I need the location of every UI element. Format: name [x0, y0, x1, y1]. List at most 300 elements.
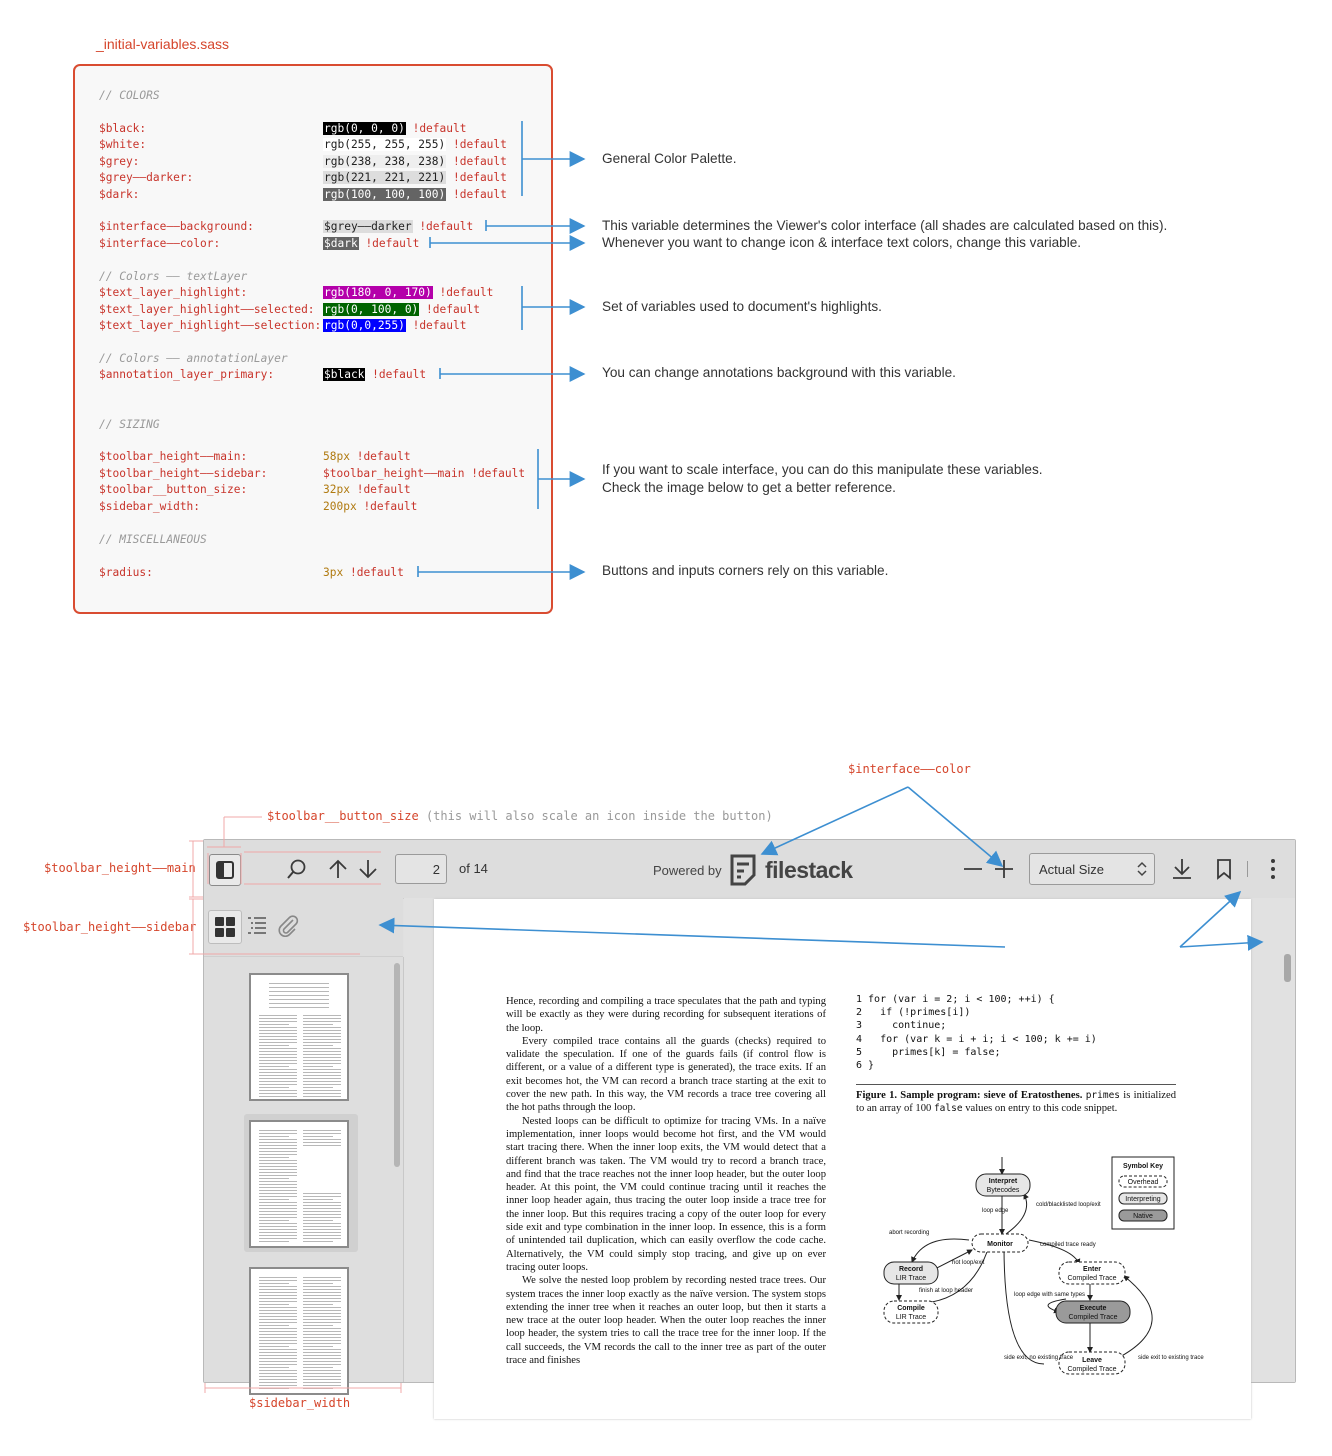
zoom-in-button[interactable]: [988, 853, 1020, 885]
thumbnail-text-line: [259, 1136, 289, 1137]
arrow-down-icon: [357, 858, 379, 880]
thumbnail-text-line: [259, 1382, 297, 1383]
svg-text:abort recording: abort recording: [889, 1230, 930, 1236]
thumbnail-text-line: [259, 1217, 297, 1218]
thumbnail-text-line: [259, 1181, 297, 1182]
thumbnail-text-line: [259, 1346, 289, 1347]
prev-page-button[interactable]: [322, 853, 354, 885]
tab-outline[interactable]: [241, 910, 273, 942]
var-toolbar-height-main: $toolbar_height––main: 58px !default: [99, 450, 411, 463]
thumbnail-text-line: [259, 1130, 297, 1131]
thumbnail-text-line: [303, 1376, 341, 1377]
sidebar-toolbar: [204, 898, 403, 957]
code-listing: 1 for (var i = 2; i < 100; ++i) { 2 if (!primes[i]) 3 continue; 4 for (var k = i + i; i < 100; k += i) 5 primes[k] = false; 6 }: [856, 994, 1097, 1072]
thumbnail-page-3[interactable]: [244, 1261, 358, 1399]
thumbnail-text-line: [259, 1331, 297, 1332]
thumbnail-text-line: [259, 1042, 297, 1043]
thumbnail-text-line: [303, 1196, 341, 1197]
thumbnail-text-line: [303, 1292, 341, 1293]
thumbnail-text-line: [303, 1352, 341, 1353]
thumbnail-text-line: [259, 1376, 297, 1377]
svg-text:Execute: Execute: [1079, 1305, 1107, 1312]
thumbnail-text-line: [303, 1199, 333, 1200]
var-black: $black: rgb(0, 0, 0) !default: [99, 122, 467, 135]
thumbnail-text-line: [303, 1130, 341, 1131]
thumbnail-text-line: [303, 1024, 333, 1025]
document-scrollbar[interactable]: [1284, 954, 1291, 982]
thumbnail-text-line: [303, 1057, 341, 1058]
svg-text:loop edge with same types: loop edge with same types: [1014, 1292, 1086, 1298]
var-text-highlight-selection: $text_layer_highlight––selection: rgb(0,0,255) !default: [99, 319, 467, 332]
thumbnail-text-line: [303, 1349, 341, 1350]
figure-state-diagram: [854, 1154, 1204, 1384]
thumbnail-text-line: [259, 1157, 289, 1158]
thumbnail-text-line: [303, 1220, 333, 1221]
search-icon: [286, 858, 308, 880]
thumbnail-text-line: [303, 1346, 333, 1347]
thumbnail-text-line: [303, 1295, 341, 1296]
thumbnail-text-line: [303, 1382, 341, 1383]
thumbnail-text-line: [259, 1343, 297, 1344]
thumbnail-text-line: [259, 1319, 297, 1320]
thumbnail-text-line: [259, 1349, 297, 1350]
thumbnail-text-line: [259, 1223, 297, 1224]
note-interface-color: Whenever you want to change icon & interface text colors, change this variable.: [602, 235, 1082, 250]
thumbnail-text-line: [303, 1319, 341, 1320]
thumbnail-text-line: [259, 1078, 297, 1079]
minus-icon: [962, 858, 984, 880]
comment-colors: // COLORS: [99, 89, 160, 102]
thumbnail-text-line: [259, 1232, 297, 1233]
thumbnail-text-line: [303, 1277, 341, 1278]
thumbnail-text-line: [259, 1202, 297, 1203]
paragraph: Nested loops can be difficult to optimize for tracing VMs. In a naïve implementation, inner loops would become hot first, and the VM would start tracing there. When the inner loop exits, the VM would detect that a different branch was taken. The VM would try to record a branch trace, and find that the trace reaches not the inner loop header, but the outer loop header. At this point, the VM could continue tracing until it reaches the inner loop header again, thus tracing the outer loop inside a trace tree for the inner loop. But this requires tracing a copy of the outer loop for every side exit and type combination in the inner loop. In essence, this is a form of unintended tail duplication, which can easily overflow the code cache. Alternatively, the VM could simply stop tracing, and give up on ever tracing outer loops.: [506, 1115, 826, 1273]
thumbnail-text-line: [303, 1066, 333, 1067]
thumbnail-text-line: [303, 1379, 341, 1380]
zoom-out-button[interactable]: [957, 853, 989, 885]
thumbnail-text-line: [303, 1042, 341, 1043]
thumbnail-text-line: [303, 1027, 341, 1028]
thumbnail-text-line: [303, 1229, 341, 1230]
var-interface-background: $interface––background: $grey––darker !default: [99, 220, 474, 233]
thumbnail-text-line: [259, 1015, 297, 1016]
thumbnail-text-line: [303, 1048, 341, 1049]
thumbnail-text-line: [303, 1021, 341, 1022]
thumbnail-text-line: [259, 1226, 297, 1227]
zoom-select[interactable]: [1029, 853, 1155, 885]
bookmark-icon: [1213, 858, 1235, 880]
more-vertical-icon: [1269, 858, 1277, 880]
thumbnail-text-line: [303, 1018, 341, 1019]
thumbnail-text-line: [303, 1030, 341, 1031]
thumbnail-text-line: [303, 1045, 333, 1046]
thumbnail-image: [249, 973, 349, 1101]
thumbnail-text-line: [259, 1096, 297, 1097]
thumbnail-text-line: [303, 1289, 341, 1290]
thumbnail-text-line: [303, 1133, 341, 1134]
powered-by-label: Powered by: [653, 863, 722, 878]
thumbnail-text-line: [259, 1081, 297, 1082]
more-button[interactable]: [1257, 853, 1289, 885]
thumbnail-text-line: [259, 1160, 297, 1161]
var-toolbar-button-size: $toolbar__button_size: 32px !default: [99, 483, 411, 496]
thumbnail-text-line: [303, 1217, 341, 1218]
thumbnail-text-line: [259, 1310, 297, 1311]
thumbnail-text-line: [259, 1193, 297, 1194]
thumbnail-text-line: [259, 1045, 289, 1046]
thumbnail-text-line: [259, 1039, 297, 1040]
thumbnail-text-line: [303, 1136, 333, 1137]
file-title: _initial-variables.sass: [96, 36, 230, 52]
thumbnail-text-line: [259, 1229, 297, 1230]
thumbnail-text-line: [259, 1063, 297, 1064]
thumbnail-text-line: [259, 1033, 297, 1034]
thumbnail-text-line: [259, 1214, 297, 1215]
svg-text:Record: Record: [898, 1266, 924, 1273]
thumbnail-text-line: [303, 1388, 333, 1389]
svg-text:cold/blacklisted loop/exit: cold/blacklisted loop/exit: [1036, 1202, 1101, 1208]
thumbnail-text-line: [303, 1223, 341, 1224]
thumbnail-text-line: [303, 1090, 341, 1091]
thumbnail-text-line: [303, 1208, 341, 1209]
svg-text:loop edge: loop edge: [982, 1208, 1009, 1214]
thumbnail-text-line: [259, 1175, 297, 1176]
zoom-value: Actual Size: [1039, 862, 1105, 877]
thumbnail-title-line: [269, 999, 329, 1000]
thumbnail-text-line: [259, 1021, 297, 1022]
thumbnail-text-line: [303, 1313, 341, 1314]
thumbnail-text-line: [259, 1367, 289, 1368]
svg-text:side exit, no existing trace: side exit, no existing trace: [1004, 1355, 1074, 1361]
thumbnail-image: [249, 1120, 349, 1248]
thumbnail-text-line: [259, 1304, 289, 1305]
thumbnail-text-line: [259, 1196, 297, 1197]
thumbnail-text-line: [303, 1307, 341, 1308]
sidebar-toggle-button[interactable]: [209, 854, 241, 886]
thumbnail-text-line: [303, 1334, 341, 1335]
select-chevron-icon: [1137, 861, 1147, 877]
var-annotation-primary: $annotation_layer_primary: $black !default: [99, 368, 427, 381]
thumbnail-text-line: [259, 1142, 297, 1143]
label-sidebar-width: $sidebar_width: [249, 1396, 351, 1410]
page-text-column: [506, 995, 826, 1367]
var-white: $white: rgb(255, 255, 255) !default: [99, 138, 507, 151]
comment-annotation: // Colors –– annotationLayer: [99, 352, 288, 365]
thumbnail-text-line: [259, 1145, 297, 1146]
thumbnail-text-line: [303, 1193, 341, 1194]
sidebar-toggle-icon: [215, 860, 235, 880]
thumbnail-text-line: [259, 1385, 297, 1386]
thumbnail-text-line: [259, 1163, 297, 1164]
plus-icon: [993, 858, 1015, 880]
next-page-button[interactable]: [352, 853, 384, 885]
thumbnail-text-line: [303, 1310, 341, 1311]
thumbnail-text-line: [259, 1238, 297, 1239]
comment-misc: // MISCELLANEOUS: [99, 533, 207, 546]
thumbnail-text-line: [303, 1328, 341, 1329]
thumbnail-text-line: [259, 1286, 297, 1287]
thumbnail-text-line: [303, 1033, 341, 1034]
thumbnail-text-line: [303, 1373, 341, 1374]
svg-text:Compiled Trace: Compiled Trace: [1067, 1275, 1117, 1282]
thumbnail-text-line: [259, 1075, 297, 1076]
thumbnail-text-line: [259, 1235, 297, 1236]
thumbnail-text-line: [259, 1139, 297, 1140]
thumbnail-text-line: [303, 1343, 341, 1344]
thumbnail-text-line: [259, 1066, 289, 1067]
thumbnail-text-line: [303, 1036, 341, 1037]
paragraph: Hence, recording and compiling a trace speculates that the path and typing will be exactly as they were during recording for subsequent iterations of the loop.: [506, 996, 826, 1034]
thumbnail-text-line: [259, 1018, 297, 1019]
thumbnail-title-line: [269, 987, 329, 988]
thumbnail-text-line: [303, 1145, 341, 1146]
svg-text:Bytecodes: Bytecodes: [986, 1187, 1020, 1194]
label-toolbar-height-main: $toolbar_height––main: [44, 861, 196, 875]
thumbnail-text-line: [303, 1142, 341, 1143]
thumbnail-text-line: [303, 1075, 341, 1076]
thumbnail-title-line: [269, 983, 329, 984]
label-toolbar-button-size: $toolbar__button_size (this will also scale an icon inside the button): [267, 809, 773, 823]
label-toolbar-height-sidebar: $toolbar_height––sidebar: [23, 920, 197, 934]
thumbnail-text-line: [259, 1379, 297, 1380]
paragraph: Every compiled trace contains all the guards (checks) required to validate the speculation. If one of the guards fails (if control flow is different, or a value of a different type is generated), the trace exits. If an exit becomes hot, the VM can record a branch trace starting at the exit to cover the new path. In this way, the VM records a trace tree covering all the hot paths through the loop.: [506, 1035, 826, 1114]
svg-text:finish at loop header: finish at loop header: [919, 1288, 974, 1294]
thumbnail-text-line: [259, 1307, 297, 1308]
thumbnail-text-line: [259, 1325, 289, 1326]
thumbnail-text-line: [303, 1304, 333, 1305]
thumbnail-text-line: [259, 1334, 297, 1335]
thumbnail-text-line: [259, 1289, 297, 1290]
thumbnail-text-line: [259, 1048, 297, 1049]
thumbnail-text-line: [303, 1358, 341, 1359]
thumbnail-text-line: [259, 1283, 289, 1284]
thumbnail-text-line: [259, 1355, 297, 1356]
svg-text:Compiled Trace: Compiled Trace: [1067, 1366, 1117, 1373]
thumbnail-text-line: [303, 1051, 341, 1052]
thumbnail-image: [249, 1267, 349, 1395]
download-icon: [1171, 858, 1193, 880]
var-interface-color: $interface––color: $dark !default: [99, 237, 420, 250]
thumbnail-text-line: [303, 1072, 341, 1073]
main-toolbar: [204, 840, 1295, 899]
svg-text:LIR Trace: LIR Trace: [895, 1275, 927, 1282]
thumbnail-text-line: [259, 1364, 297, 1365]
search-button[interactable]: [281, 853, 313, 885]
pdf-viewer: [203, 839, 1296, 1383]
thumbnail-title-line: [269, 1003, 329, 1004]
thumbnail-text-line: [303, 1069, 341, 1070]
thumbnail-text-line: [303, 1316, 341, 1317]
thumbnail-text-line: [303, 1298, 341, 1299]
thumbnail-text-line: [259, 1280, 297, 1281]
note-annotations: You can change annotations background with this variable.: [602, 365, 956, 380]
thumbnail-text-line: [259, 1054, 297, 1055]
thumbnail-text-line: [259, 1295, 297, 1296]
thumbnail-text-line: [303, 1063, 341, 1064]
download-button[interactable]: [1166, 853, 1198, 885]
var-grey-darker: $grey––darker: rgb(221, 221, 221) !default: [99, 171, 507, 184]
svg-text:side exit to existing trace: side exit to existing trace: [1138, 1355, 1204, 1361]
svg-text:Symbol Key: Symbol Key: [1122, 1163, 1164, 1170]
thumbnail-text-line: [303, 1367, 333, 1368]
thumbnail-text-line: [259, 1292, 297, 1293]
thumbnail-text-line: [259, 1030, 297, 1031]
thumbnail-text-line: [303, 1370, 341, 1371]
thumbnail-text-line: [303, 1238, 341, 1239]
thumbnail-text-line: [259, 1084, 297, 1085]
thumbnail-text-line: [259, 1187, 297, 1188]
thumbnail-text-line: [303, 1060, 341, 1061]
thumbnail-text-line: [303, 1078, 341, 1079]
thumbnail-text-line: [259, 1093, 297, 1094]
sidebar-scrollbar[interactable]: [394, 963, 400, 1167]
thumbnail-text-line: [259, 1024, 289, 1025]
note-interface-background: This variable determines the Viewer's color interface (all shades are calculated based on this).: [602, 218, 1168, 233]
thumbnail-title-line: [269, 1007, 329, 1008]
thumbnail-text-line: [303, 1039, 341, 1040]
thumbnail-text-line: [259, 1172, 297, 1173]
figure-caption: Figure 1. Sample program: sieve of Eratosthenes. primes is initialized to an array of 100 false values on entry to this code snippet.: [856, 1090, 1176, 1115]
page-number-input[interactable]: [395, 854, 447, 884]
thumbnail-text-line: [259, 1069, 297, 1070]
thumbnail-text-line: [303, 1232, 341, 1233]
thumbnail-text-line: [303, 1364, 341, 1365]
note-scale-1: If you want to scale interface, you can do this manipulate these variables.: [602, 462, 1043, 477]
thumbnail-text-line: [303, 1087, 333, 1088]
svg-text:Monitor: Monitor: [987, 1241, 1013, 1248]
var-grey: $grey: rgb(238, 238, 238) !default: [99, 155, 507, 168]
thumbnail-text-line: [259, 1184, 297, 1185]
code-panel: [73, 64, 553, 614]
comment-textlayer: // Colors –– textLayer: [99, 270, 248, 283]
thumbnail-text-line: [303, 1283, 333, 1284]
svg-text:compiled trace ready: compiled trace ready: [1040, 1242, 1096, 1248]
document-page: [434, 899, 1251, 1419]
thumbnail-text-line: [303, 1226, 341, 1227]
document-area: [404, 898, 1295, 1382]
thumbnail-text-line: [259, 1358, 297, 1359]
thumbnail-text-line: [259, 1087, 289, 1088]
bookmark-button[interactable]: [1208, 853, 1240, 885]
thumbnail-text-line: [259, 1277, 297, 1278]
label-interface-color: $interface––color: [848, 762, 971, 776]
thumbnail-text-line: [259, 1133, 297, 1134]
thumbnail-text-line: [303, 1325, 333, 1326]
var-text-highlight-selected: $text_layer_highlight––selected: rgb(0, 100, 0) !default: [99, 303, 480, 316]
thumbnail-page-1[interactable]: [244, 967, 358, 1105]
thumbnail-text-line: [259, 1060, 297, 1061]
page-count: of 14: [459, 861, 488, 876]
thumbnail-text-line: [303, 1202, 341, 1203]
thumbnail-text-line: [259, 1337, 297, 1338]
thumbnail-text-line: [303, 1322, 341, 1323]
thumbnail-text-line: [303, 1355, 341, 1356]
svg-text:Interpreting: Interpreting: [1125, 1196, 1161, 1203]
thumbnail-text-line: [259, 1220, 289, 1221]
thumbnail-text-line: [259, 1090, 297, 1091]
figure-rule: [856, 1084, 1176, 1085]
thumbnail-text-line: [303, 1205, 341, 1206]
note-scale-2: Check the image below to get a better reference.: [602, 480, 896, 495]
thumbnail-text-line: [259, 1313, 297, 1314]
thumbnail-text-line: [259, 1328, 297, 1329]
arrow-up-icon: [327, 858, 349, 880]
thumbnail-text-line: [259, 1166, 297, 1167]
note-palette: General Color Palette.: [602, 151, 737, 166]
thumbnail-text-line: [259, 1190, 297, 1191]
thumbnail-text-line: [303, 1214, 341, 1215]
thumbnail-text-line: [303, 1301, 341, 1302]
paragraph: We solve the nested loop problem by recording nested trace trees. Our system traces the inner loop exactly as the naïve version. The system stops extending the inner tree when it reaches an outer loop, but then it starts a new trace at the outer loop header. When the outer loop reaches the inner loop header, the system tries to call the trace tree for the inner loop. If the call succeeds, the VM records the call to the inner tree as part of the outer trace and finishes: [506, 1275, 826, 1367]
thumbnail-text-line: [303, 1385, 341, 1386]
thumbnail-text-line: [259, 1388, 289, 1389]
thumbnail-text-line: [259, 1057, 297, 1058]
thumbnail-text-line: [259, 1211, 297, 1212]
thumbnail-text-line: [303, 1054, 341, 1055]
var-toolbar-height-sidebar: $toolbar_height––sidebar: $toolbar_height––main !default: [99, 467, 526, 480]
thumbnail-text-line: [303, 1081, 341, 1082]
thumbnail-page-2[interactable]: [244, 1114, 358, 1252]
thumbnail-text-line: [259, 1301, 297, 1302]
thumbnail-text-line: [303, 1084, 341, 1085]
comment-sizing: // SIZING: [99, 418, 160, 431]
var-text-highlight: $text_layer_highlight: rgb(180, 0, 170) !default: [99, 286, 494, 299]
toolbar-divider: [1247, 861, 1248, 877]
filestack-logo-icon: [729, 854, 759, 886]
var-sidebar-width: $sidebar_width: 200px !default: [99, 500, 418, 513]
grid-icon: [214, 916, 236, 938]
thumbnail-text-line: [259, 1316, 297, 1317]
thumbnail-text-line: [259, 1241, 289, 1242]
thumbnail-text-line: [259, 1151, 297, 1152]
thumbnail-text-line: [259, 1072, 297, 1073]
thumbnail-text-line: [259, 1051, 297, 1052]
svg-text:Compile: Compile: [897, 1305, 925, 1312]
thumbnail-text-line: [303, 1241, 333, 1242]
thumbnail-text-line: [259, 1373, 297, 1374]
thumbnail-text-line: [259, 1178, 289, 1179]
note-highlights: Set of variables used to document's highlights.: [602, 299, 882, 314]
thumbnail-text-line: [303, 1139, 341, 1140]
thumbnail-text-line: [259, 1154, 297, 1155]
svg-text:LIR Trace: LIR Trace: [895, 1314, 927, 1321]
tab-thumbnails[interactable]: [208, 910, 242, 944]
svg-text:Native: Native: [1133, 1213, 1153, 1220]
thumbnail-text-line: [259, 1322, 297, 1323]
svg-text:Enter: Enter: [1083, 1266, 1101, 1273]
thumbnail-text-line: [259, 1352, 297, 1353]
brand-name: filestack: [765, 856, 853, 883]
thumbnail-text-line: [259, 1027, 297, 1028]
thumbnail-title-line: [269, 995, 329, 996]
thumbnail-text-line: [303, 1361, 341, 1362]
thumbnail-text-line: [303, 1280, 341, 1281]
tab-attachments[interactable]: [272, 910, 304, 942]
thumbnail-text-line: [303, 1337, 341, 1338]
svg-text:Leave: Leave: [1082, 1357, 1102, 1364]
svg-text:hot loop/exit: hot loop/exit: [952, 1260, 985, 1266]
thumbnail-text-line: [259, 1340, 297, 1341]
thumbnail-text-line: [303, 1211, 341, 1212]
note-radius: Buttons and inputs corners rely on this variable.: [602, 563, 889, 578]
thumbnail-text-line: [303, 1331, 341, 1332]
thumbnail-title-line: [269, 991, 329, 992]
paperclip-icon: [276, 914, 300, 938]
thumbnail-text-line: [303, 1015, 341, 1016]
filestack-logo: [729, 854, 853, 886]
thumbnail-text-line: [259, 1148, 297, 1149]
list-icon: [246, 915, 268, 937]
